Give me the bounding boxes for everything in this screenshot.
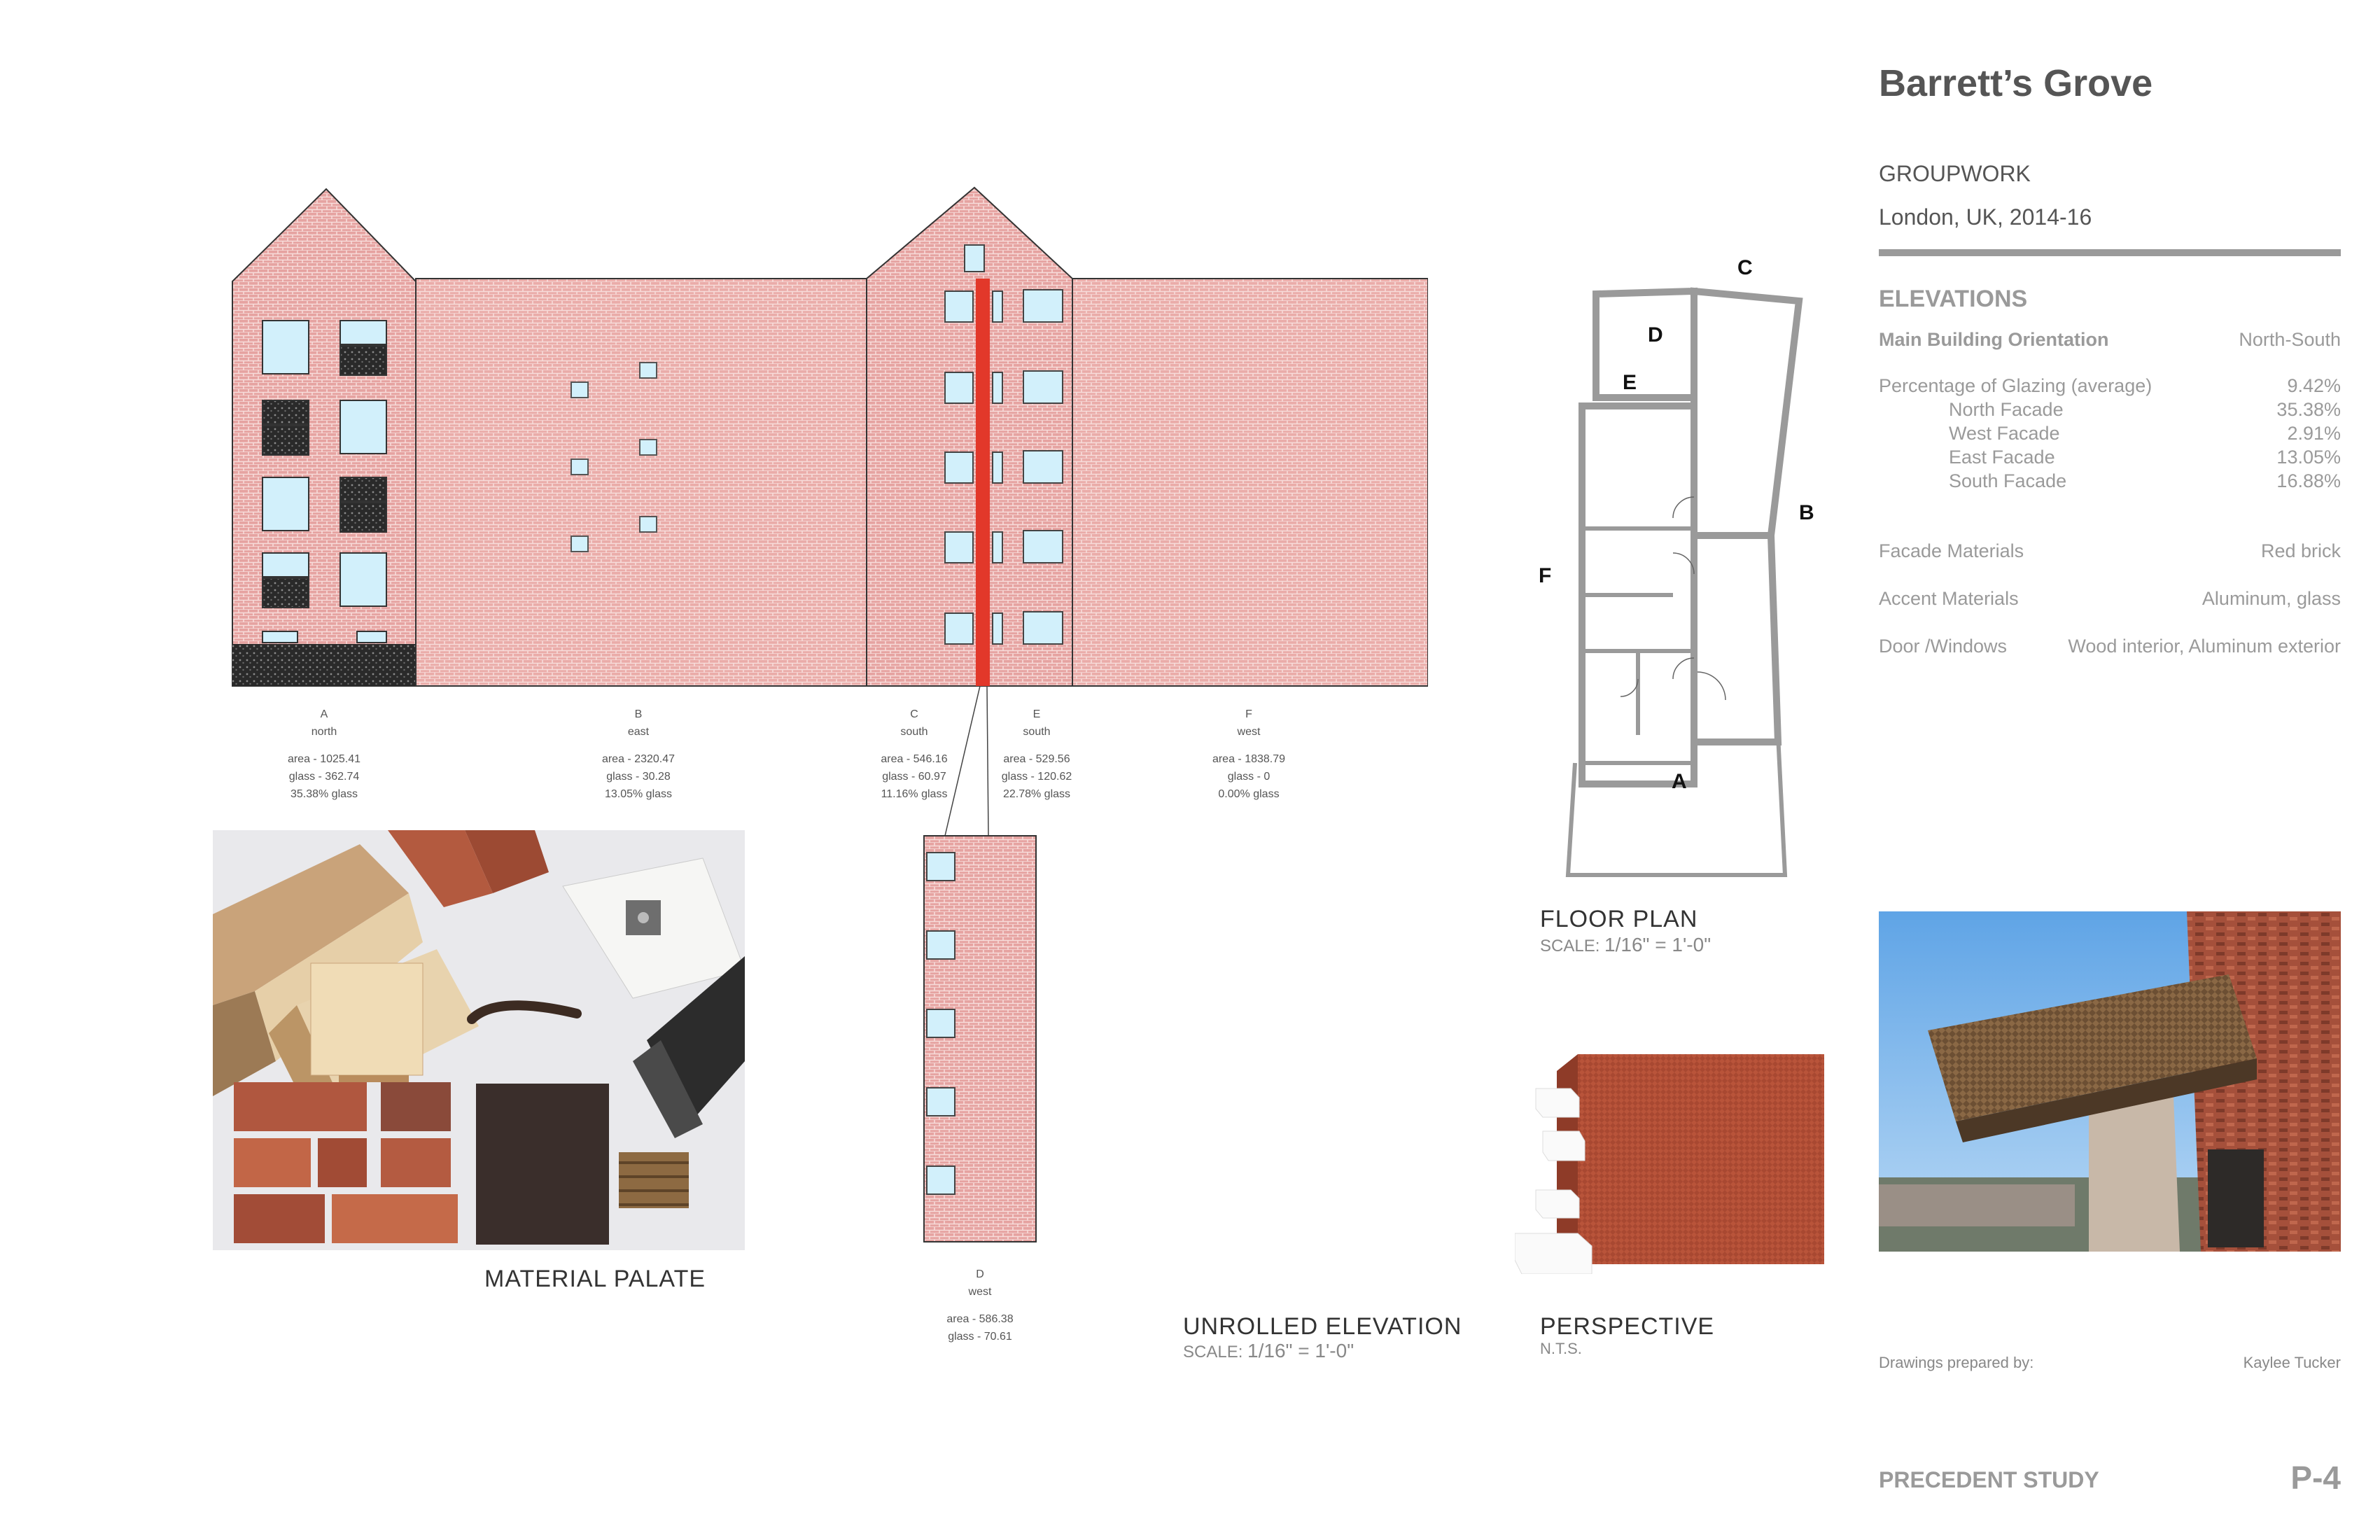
elevation-label-c: C south area - 546.16 glass - 60.97 11.16% glass	[881, 708, 948, 800]
header-divider	[1879, 249, 2341, 256]
elevation-label-e: E south area - 529.56 glass - 120.62 22.78% glass	[1001, 708, 1072, 800]
elevation-d-west	[924, 836, 1036, 1242]
plan-label-b: B	[1799, 501, 1814, 524]
prepared-by-label: Drawings prepared by:	[1879, 1354, 2034, 1371]
building-photo	[1879, 911, 2341, 1252]
elevation-label-a: A north area - 1025.41 glass - 362.74 35.38% glass	[287, 708, 361, 800]
perspective-render	[1515, 1050, 1826, 1274]
prepared-by-name: Kaylee Tucker	[2243, 1354, 2341, 1371]
elevation-label-b: B east area - 2320.47 glass - 30.28 13.05% glass	[601, 708, 676, 800]
floor-plan-caption: FLOOR PLAN	[1540, 906, 1698, 932]
perspective-caption: PERSPECTIVE	[1540, 1313, 1715, 1340]
plan-label-a: A	[1672, 770, 1687, 793]
floor-plan-drawing	[1526, 259, 1820, 889]
page-number: P-4	[2290, 1460, 2341, 1496]
unrolled-elevation-scale: SCALE: 1/16" = 1'-0"	[1183, 1340, 1354, 1362]
elevation-a-north	[232, 189, 416, 686]
elevation-label-d: D west area - 586.38 glass - 70.61	[946, 1268, 1014, 1343]
material-palate-photo	[213, 830, 745, 1250]
plan-label-c: C	[1737, 256, 1753, 279]
material-palate-caption: MATERIAL PALATE	[484, 1266, 706, 1292]
firm-name: GROUPWORK	[1879, 161, 2031, 186]
elevation-label-f: F west area - 1838.79 glass - 0 0.00% glass	[1212, 708, 1286, 800]
elevation-c-south	[867, 188, 1072, 686]
unrolled-elevation-caption: UNROLLED ELEVATION	[1183, 1313, 1462, 1340]
elevation-f-west	[1072, 279, 1428, 686]
perspective-scale: N.T.S.	[1540, 1340, 1582, 1357]
project-location: London, UK, 2014-16	[1879, 204, 2092, 230]
project-title: Barrett’s Grove	[1879, 62, 2153, 104]
elevation-b-east	[416, 279, 867, 686]
plan-label-d: D	[1648, 323, 1663, 346]
floor-plan-scale: SCALE: 1/16" = 1'-0"	[1540, 934, 1712, 955]
plan-label-f: F	[1539, 564, 1552, 587]
plan-label-e: E	[1623, 371, 1637, 394]
elevations-heading: ELEVATIONS	[1879, 286, 2028, 312]
precedent-study-label: PRECEDENT STUDY	[1879, 1467, 2099, 1492]
